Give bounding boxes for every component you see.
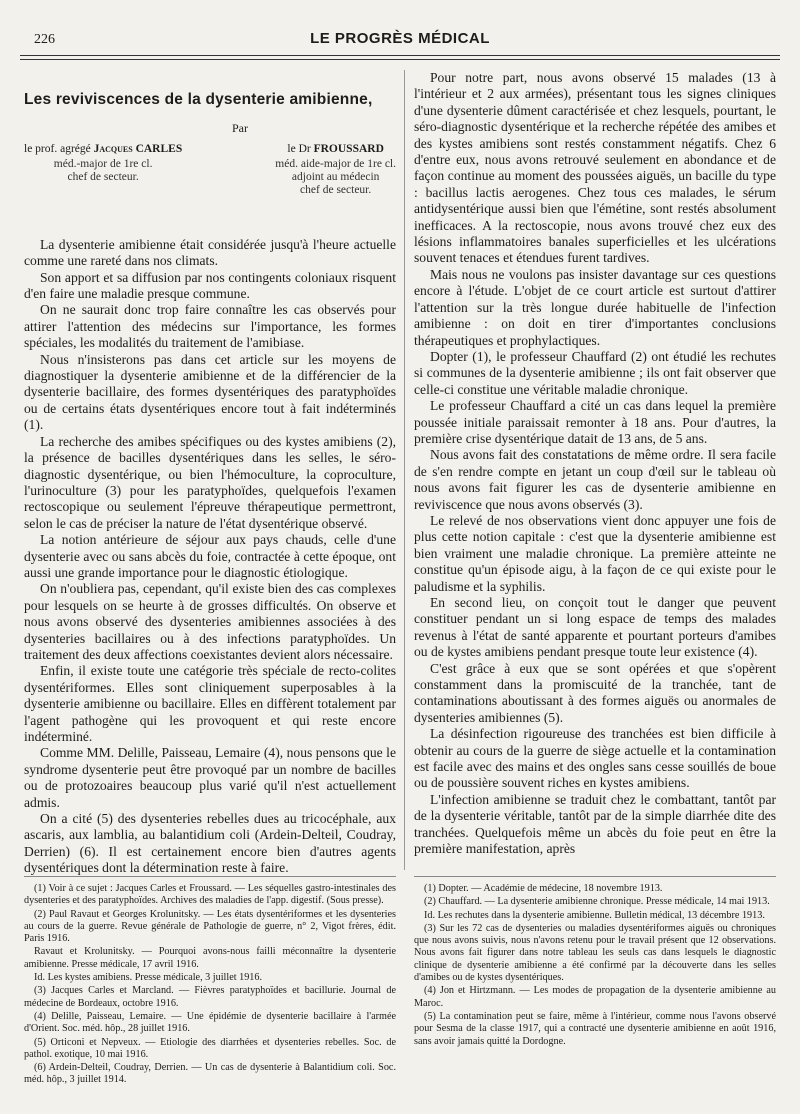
paragraph: C'est grâce à eux que se sont opérées et que s'opèrent constamment dans la promiscuité de la tranchée, tant de contaminations aboutissant à des formes aiguës ou anormales de dysenteries amibiennes (5).: [414, 660, 776, 725]
paragraph: Enfin, il existe toute une catégorie très spéciale de recto-colites dysentériformes. Elles sont cliniquement superposables à la dysenterie amibienne ou bacillaire. Elles en diffèrent totalement par l'agent pathogène qui les provoquent et qui reste encore indéterminé.: [24, 663, 396, 744]
paragraph: La dysenterie amibienne était considérée jusqu'à l'heure actuelle comme une rareté dans nos climats.: [24, 236, 396, 269]
footnotes-left: [24, 876, 396, 1088]
author-left-prefix: le prof. agrégé: [24, 142, 91, 155]
running-title: LE PROGRÈS MÉDICAL: [310, 30, 490, 47]
paragraph: Le relevé de nos observations vient donc appuyer une fois de plus cette notion capitale : c'est que la dysenterie amibienne est bien vraiment une maladie chronique. La première atteinte ne constitue qu'un épisode aigu, à la façon de ce qui existe pour le paludisme et la syphilis.: [414, 512, 776, 594]
footnote: Id. Les kystes amibiens. Presse médicale, 3 juillet 1916.: [34, 972, 263, 984]
author-left: [24, 143, 182, 197]
paragraph: Dopter (1), le professeur Chauffard (2) ont étudié les rechutes si communes de la dysenterie amibienne ; ils ont fait observer que celle-ci constitue une véritable maladie chronique.: [414, 348, 776, 397]
paragraph: Pour notre part, nous avons observé 15 malades (13 à l'intérieur et 2 aux armées), présentant tous les signes cliniques d'une dysenterie dûment caractérisée et chez lesquels, pourtant, le séro-diagnostic dysentérique et la recherche répétée des amibes et des kystes amibiens sont restés constamment négatifs. Chez 6 d'entre eux, nous avons retrouvé seulement en abondance et de façon continue au moment des poussées aiguës, un bacille du type : bacillus lactis aerogenes. Chez tous ces malades, le sérum antidysentérique aussi bien que l'émétine, sont restés absolument inefficaces. A la rectoscopie, nous avons trouvé chez eux des lésions inflammatoires banales superficielles et les ulcérations souvent tenaces et étendues furent tardives.: [414, 70, 776, 266]
footnote: (4) Delille, Paisseau, Lemaire. — Une épidémie de dysenterie bacillaire à l'armée d'Orient. Soc. méd. hôp., 28 juillet 1916.: [24, 1010, 396, 1035]
footnote: (4) Jon et Hirtzmann. — Les modes de propagation de la dysenterie amibienne au Maroc.: [414, 985, 776, 1009]
paragraph: Nous n'insisterons pas dans cet article sur les moyens de diagnostiquer la dysenterie amibienne et de la différencier de la dysenterie bacillaire, des formes dysentériques des paratyphoïdes ou de certains états dysentériques encore tout à fait indéterminés (1).: [24, 351, 396, 433]
footnote: (5) La contamination peut se faire, même à l'intérieur, comme nous l'avons observé pour Sesma de la classe 1917, qui a contracté une dysenterie amibienne en août 1916, sans avoir jamais quitté la Dordogne.: [414, 1010, 776, 1047]
footnote: (3) Sur les 72 cas de dysenteries ou maladies dysentériformes aiguës ou chroniques que nous avons suivis, nous n'avons retenu pour le travail présent que 12 observations. Nous avons fait figurer dans notre tableau les seuls cas dans lesquels le diagnostic clinique de dysenterie amibienne a été confirmé par la découverte dans les selles d'amibes ou de kystes dysentériques.: [414, 922, 776, 984]
paragraph: L'infection amibienne se traduit chez le combattant, tantôt par de la dysenterie véritable, tantôt par de la simple diarrhée dite des tranchées. Quelquefois même un abcès du foie peut en être la première manifestation, après: [414, 791, 776, 857]
footnote: (1) Dopter. — Académie de médecine, 18 novembre 1913.: [424, 883, 663, 894]
author-left-rank: méd.-major de 1re cl.: [53, 157, 153, 170]
paragraph: La désinfection rigoureuse des tranchées est bien difficile à obtenir au cours de la guerre de siège actuelle et la contamination est facile avec des mains et des ongles sans cesse souillés de boue ou de poussière souvent riches en kystes amibiens.: [414, 726, 776, 791]
author-right: [275, 143, 396, 197]
paragraph: En second lieu, on conçoit tout le danger que peuvent constituer pendant un si long espace de temps des malades revenus à l'état de santé apparente et pourtant porteurs d'amibes ou de kystes amibiens pendant presque toute leur existence (4).: [414, 595, 776, 660]
paragraph: On a cité (5) des dysenteries rebelles dues au tricocéphale, aux ascaris, aux lamblia, au balantidium coli (Ardein-Delteil, Coudray, Derrien) (6). Il est certainement encore bien d'autres agents dysentériques dont la détermination reste à faire.: [24, 811, 396, 876]
author-right-role: adjoint au médecin: [291, 170, 380, 183]
author-right-rank: méd. aide-major de 1re cl.: [275, 157, 396, 170]
authors-block: [24, 143, 396, 197]
paragraph: Mais nous ne voulons pas insister davantage sur ces questions encore à l'étude. L'objet de ce court article est surtout d'attirer l'attention sur la très longue durée habituelle de l'infection amibienne : on doit en tirer d'importantes conclusions thérapeutiques et prophylactiques.: [414, 266, 776, 348]
paragraph: La recherche des amibes spécifiques ou des kystes amibiens (2), la présence de bacilles dysentériques dans les selles, le séro-diagnostic dysentérique, ou bien l'hémoculture, la coproculture, l'urinoculture (3) pour les paratyphoïdes, quelquefois l'examen rectoscopique ou seulement l'épreuve thérapeutique permettront, selon le cas de préciser la nature de l'état dysentérique observé.: [24, 433, 396, 531]
page-header: [22, 28, 778, 52]
footnotes-right: [414, 876, 776, 1049]
footnote: (5) Orticoni et Nepveux. — Etiologie des diarrhées et dysenteries rebelles. Soc. de pathol. exotique, 10 mai 1916.: [24, 1036, 396, 1060]
page-number: 226: [34, 32, 55, 47]
right-column: [414, 70, 776, 858]
paragraph: La notion antérieure de séjour aux pays chauds, celle d'une dysenterie avec ou sans abcès du foie, contractée à cette époque, ont aussi une grande importance pour le diagnostic étiologique.: [24, 532, 396, 580]
header-rule: [20, 55, 780, 56]
footnote: (2) Paul Ravaut et Georges Krolunitsky. — Les états dysentériformes et les dysenteries au cours de la guerre. Revue générale de Pathologie de guerre, n° 2, Vigot frères, édit. Paris 1916.: [24, 908, 396, 945]
footnote: Ravaut et Krolunitsky. — Pourquoi avons-nous failli méconnaître la dysenterie amibienne. Presse médicale, 17 avril 1916.: [24, 946, 396, 970]
author-left-role: chef de secteur.: [67, 170, 139, 183]
column-divider: [404, 70, 405, 870]
paragraph: Le professeur Chauffard a cité un cas dans lequel la première poussée initiale paraissait remonter à 18 ans. Pour d'autres, la première crise dysentérique datait de 13 ans, de 5 ans.: [414, 398, 776, 446]
author-left-name: Jacques CARLES: [93, 142, 183, 155]
footnote: (6) Ardein-Delteil, Coudray, Derrien. — Un cas de dysenterie à Balantidium coli. Soc. méd. hôp., 3 juillet 1914.: [24, 1062, 396, 1086]
author-right-prefix: le Dr: [287, 142, 311, 155]
paragraph: Nous avons fait des constatations de même ordre. Il sera facile de s'en rendre compte en jetant un coup d'œil sur le tableau où nous avons fait figurer les cas de dysenterie amibienne en reviviscence que nous avons observés (3).: [414, 447, 776, 512]
paragraph: On ne saurait donc trop faire connaître les cas observés pour attirer l'attention des médecins sur l'importance, les formes spéciales, les modalités du traitement de l'amibiase.: [24, 302, 396, 351]
footnote: (2) Chauffard. — La dysenterie amibienne chronique. Presse médicale, 14 mai 1913.: [424, 896, 770, 908]
header-rule-thin: [20, 59, 780, 60]
paragraph: Son apport et sa diffusion par nos contingents coloniaux risquent d'en faire une maladie presque commune.: [24, 269, 396, 302]
author-right-name: FROUSSARD: [313, 142, 384, 155]
footnote: Id. Les rechutes dans la dysenterie amibienne. Bulletin médical, 13 décembre 1913.: [424, 909, 765, 921]
article-title: Les reviviscences de la dysenterie amibienne,: [24, 91, 373, 108]
byline-par: Par: [232, 121, 248, 136]
left-column: [24, 70, 396, 877]
paragraph: Comme MM. Delille, Paisseau, Lemaire (4), nous pensons que le syndrome dysenterie peut être provoqué par un nombre de bacilles ou de protozoaires beaucoup plus varié qu'il n'est actuellement admis.: [24, 745, 396, 810]
author-right-role-2: chef de secteur.: [300, 183, 372, 196]
paragraph: On n'oubliera pas, cependant, qu'il existe bien des cas complexes pour lesquels on se heurte à de grosses difficultés. On observe et nous avons observé des dysenteries amibiennes associées à des dysenteries bacillaires ou à des infections paratyphoïdes. Un traitement des deux affections coexistantes devient alors nécessaire.: [24, 581, 396, 662]
footnote: (3) Jacques Carles et Marcland. — Fièvres paratyphoïdes et bacillurie. Journal de médecine de Bordeaux, octobre 1916.: [24, 985, 396, 1009]
footnote: (1) Voir à ce sujet : Jacques Carles et Froussard. — Les séquelles gastro-intestinales des dysenteries et des paratyphoïdes. Archives des maladies de l'app. digestif. (Sous presse).: [24, 883, 396, 907]
